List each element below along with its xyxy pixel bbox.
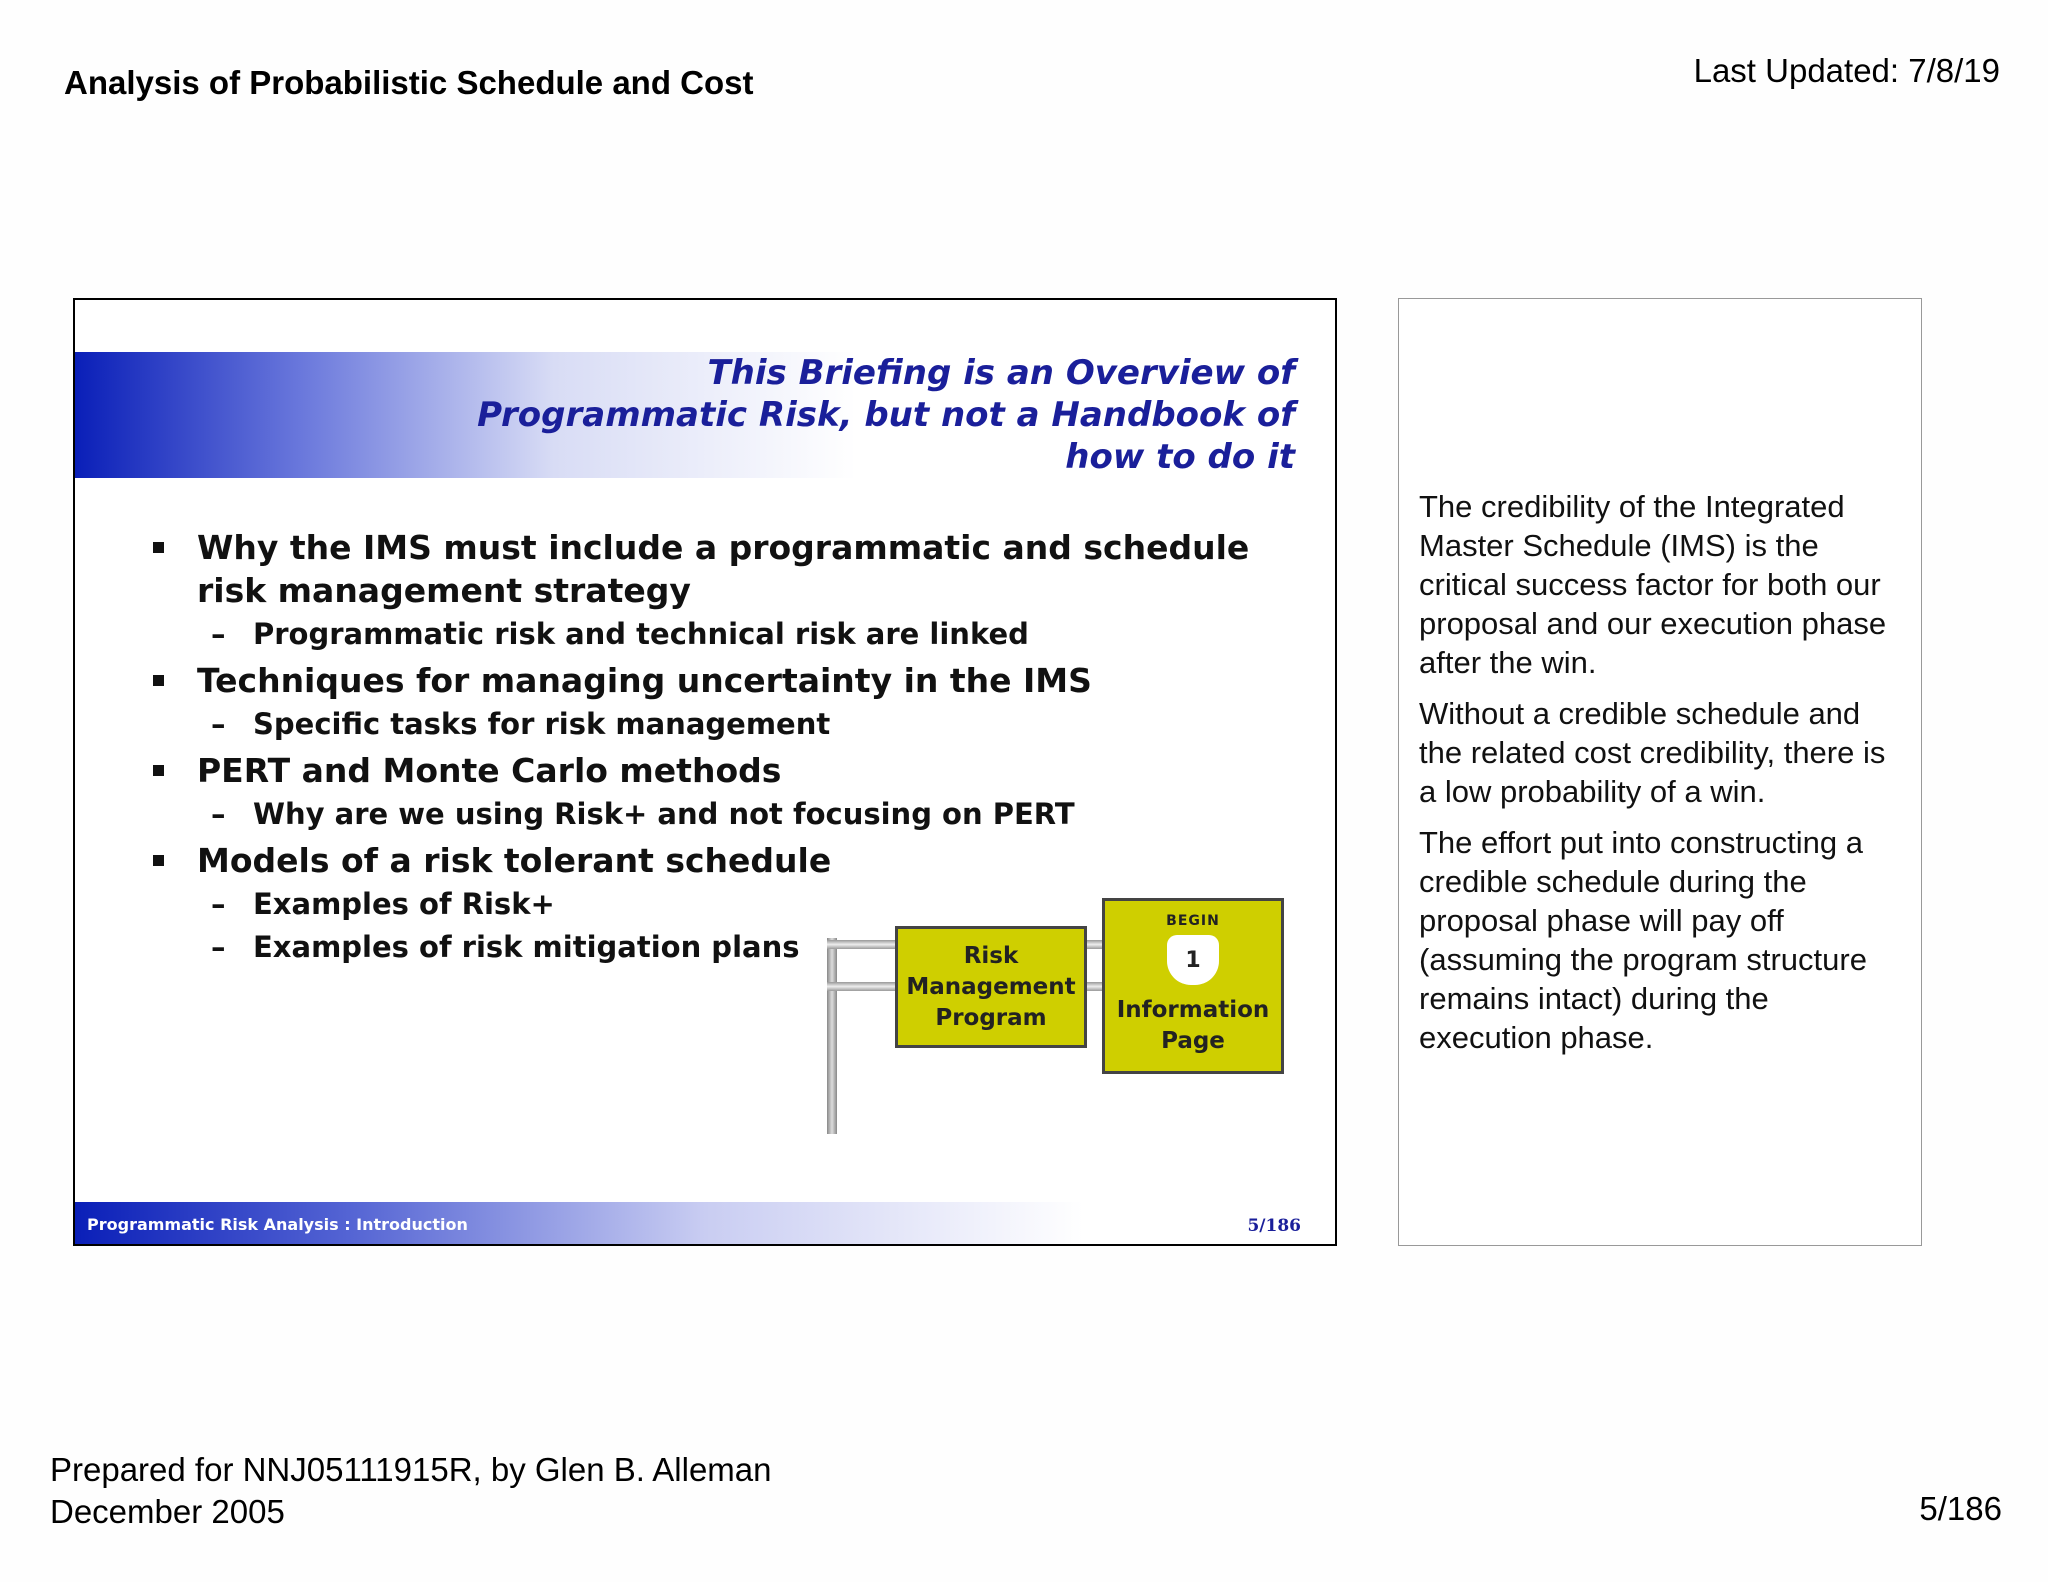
bullet-item <box>153 749 1273 792</box>
sign-label: Information Page <box>1116 997 1270 1054</box>
notes-paragraph: The credibility of the Integrated Master Schedule (IMS) is the critical success factor for both our proposal and our execution phase after the win. <box>1419 489 1887 680</box>
page-number: 5/186 <box>1919 1490 2002 1527</box>
route-shield-icon: 1 <box>1167 935 1219 985</box>
notes-panel <box>1398 298 1922 1246</box>
sign-begin-label: BEGIN <box>1166 913 1220 929</box>
sub-bullet-text: Why are we using Risk+ and not focusing on PERT <box>253 797 1075 831</box>
prepared-by <box>50 1449 772 1533</box>
sub-bullet-text: Examples of Risk+ <box>253 887 555 921</box>
slide-title-line: Programmatic Risk, but not a Handbook of <box>477 395 1295 435</box>
sign-post <box>827 938 837 1134</box>
slide-thumbnail <box>73 298 1337 1246</box>
road-sign-graphic <box>827 898 1307 1138</box>
notes-paragraph: The effort put into constructing a credible schedule during the proposal phase will pay off (assuming the program structure remains intact) during the execution phase. <box>1419 825 1867 1055</box>
square-bullet-icon <box>153 542 164 553</box>
slide-footer-label: Programmatic Risk Analysis : Introduction <box>87 1215 468 1234</box>
prepared-date: December 2005 <box>50 1493 285 1530</box>
last-updated: Last Updated: 7/8/19 <box>1693 52 2000 89</box>
information-page-sign <box>1102 898 1284 1074</box>
sign-label: Risk Management Program <box>906 942 1076 1031</box>
dash-icon: – <box>211 887 226 921</box>
slide-title <box>395 352 1295 478</box>
sub-bullet-item <box>153 616 1273 653</box>
dash-icon: – <box>211 707 226 741</box>
document-title: Analysis of Probabilistic Schedule and Cost <box>64 64 754 101</box>
slide-title-line: This Briefing is an Overview of <box>707 353 1295 393</box>
bullet-text: Techniques for managing uncertainty in the IMS <box>197 661 1092 700</box>
bullet-item <box>153 659 1273 702</box>
slide-page-number: 5/186 <box>1247 1216 1301 1236</box>
sub-bullet-text: Specific tasks for risk management <box>253 707 831 741</box>
bullet-item <box>153 526 1273 612</box>
sub-bullet-text: Examples of risk mitigation plans <box>253 930 800 964</box>
square-bullet-icon <box>153 765 164 776</box>
square-bullet-icon <box>153 675 164 686</box>
bullet-text: Why the IMS must include a programmatic and schedule risk management strategy <box>197 528 1250 610</box>
slide-title-line: how to do it <box>1065 437 1295 477</box>
sub-bullet-item <box>153 706 1273 743</box>
bullet-text: PERT and Monte Carlo methods <box>197 751 782 790</box>
notes-text <box>1419 487 1909 1069</box>
sub-bullet-item <box>153 796 1273 833</box>
sub-bullet-text: Programmatic risk and technical risk are linked <box>253 617 1029 651</box>
dash-icon: – <box>211 617 226 651</box>
prepared-line: Prepared for NNJ05111915R, by Glen B. Alleman <box>50 1451 772 1488</box>
bullet-text: Models of a risk tolerant schedule <box>197 841 832 880</box>
notes-paragraph: Without a credible schedule and the related cost credibility, there is a low probability of a win. <box>1419 696 1886 809</box>
dash-icon: – <box>211 797 226 831</box>
risk-management-sign <box>895 926 1087 1048</box>
bullet-item <box>153 839 1273 882</box>
square-bullet-icon <box>153 855 164 866</box>
dash-icon: – <box>211 930 226 964</box>
